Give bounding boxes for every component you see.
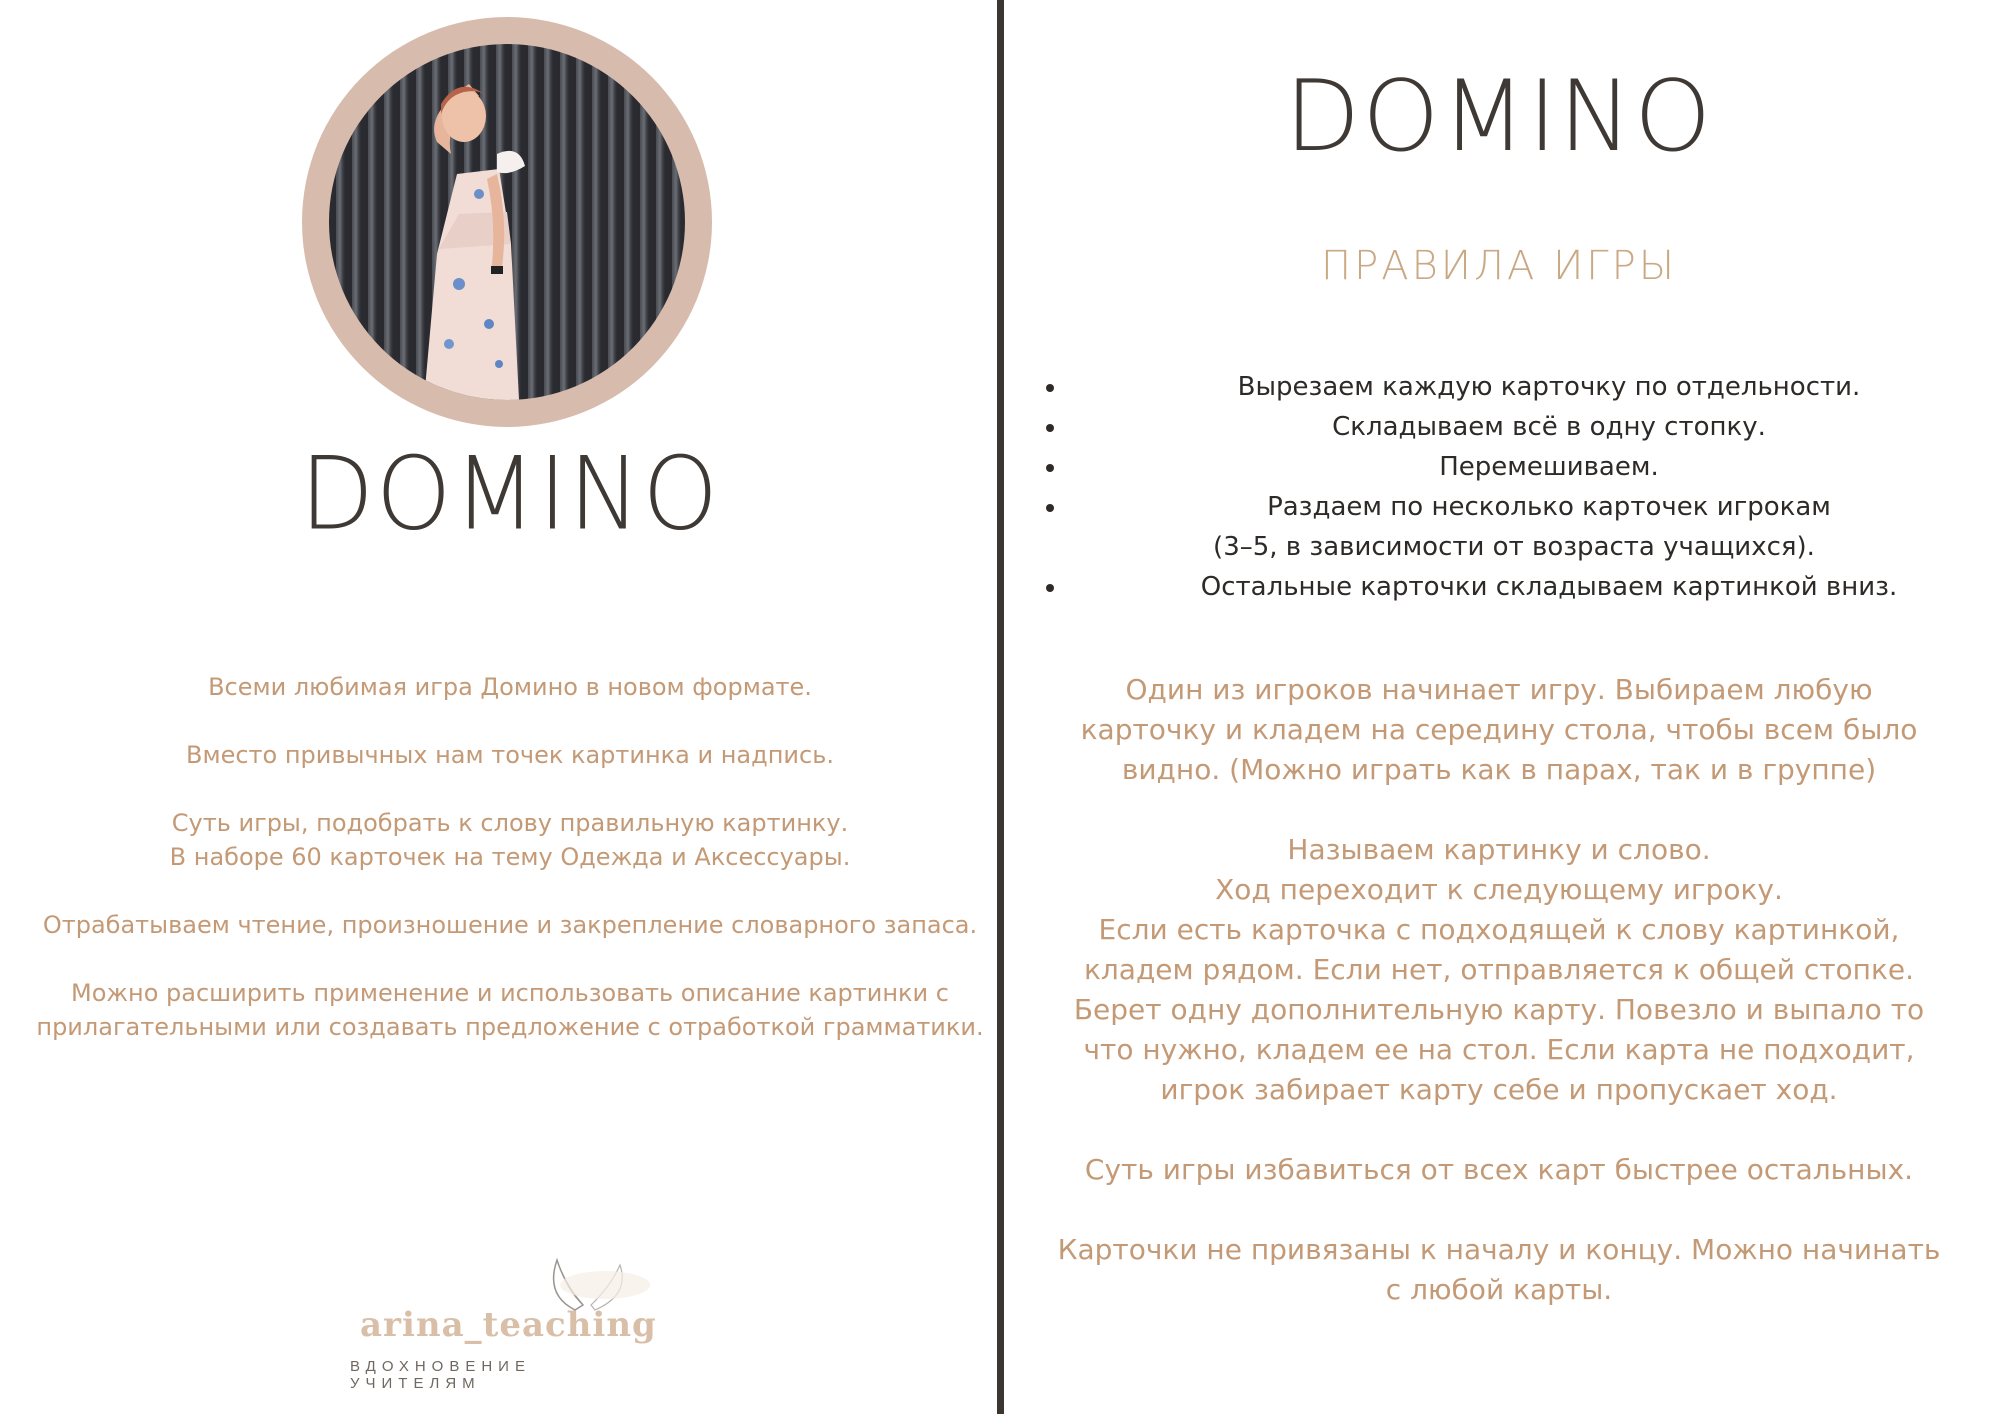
left-panel xyxy=(0,0,997,1414)
game-instructions xyxy=(1024,670,1974,1350)
left-description xyxy=(20,670,1000,1078)
left-title: DOMINO xyxy=(300,435,720,553)
rule-text: Вырезаем каждую карточку по отдельности. xyxy=(1237,372,1861,402)
instruction-line: что нужно, кладем ее на стол. Если карта не подходит, xyxy=(1083,1033,1915,1066)
instruction-paragraph xyxy=(1024,830,1974,1110)
instruction-line: Ход переходит к следующему игроку. xyxy=(1215,873,1783,906)
rules-list xyxy=(1044,367,1984,607)
description-paragraph xyxy=(20,806,1000,874)
rule-item xyxy=(1044,367,1984,407)
instruction-line: Если есть карточка с подходящей к слову картинкой, xyxy=(1098,913,1900,946)
right-title: DOMINO xyxy=(1284,60,1714,174)
rule-text-continued: (3–5, в зависимости от возраста учащихся). xyxy=(1213,532,1815,562)
instruction-line: Карточки не привязаны к началу и концу. Можно начинать xyxy=(1057,1233,1941,1266)
rule-text: Перемешиваем. xyxy=(1439,452,1659,482)
vertical-divider xyxy=(997,0,1004,1414)
instruction-line: карточку и кладем на середину стола, чтобы всем было xyxy=(1080,713,1918,746)
instruction-line: кладем рядом. Если нет, отправляется к общей стопке. xyxy=(1083,953,1915,986)
rule-item xyxy=(1044,447,1984,487)
description-line: Вместо привычных нам точек картинка и надпись. xyxy=(186,741,834,769)
description-line: Суть игры, подобрать к слову правильную картинку. xyxy=(171,809,849,837)
instruction-paragraph xyxy=(1024,1150,1974,1190)
description-line: Всеми любимая игра Домино в новом формате. xyxy=(208,673,812,701)
instruction-line: с любой карты. xyxy=(1385,1273,1613,1306)
description-line: прилагательными или создавать предложение с отработкой грамматики. xyxy=(36,1013,984,1041)
rule-item xyxy=(1044,487,1984,567)
rule-text: Складываем всё в одну стопку. xyxy=(1332,412,1766,442)
instruction-line: Суть игры избавиться от всех карт быстрее остальных. xyxy=(1084,1153,1914,1186)
author-photo xyxy=(329,44,685,400)
instruction-line: видно. (Можно играть как в парах, так и в группе) xyxy=(1121,753,1877,786)
rule-text: Раздаем по несколько карточек игрокам xyxy=(1267,492,1831,522)
rule-item xyxy=(1044,407,1984,447)
right-panel xyxy=(1004,0,2000,1414)
description-line: В наборе 60 карточек на тему Одежда и Аксессуары. xyxy=(169,843,851,871)
description-line: Можно расширить применение и использовать описание картинки с xyxy=(71,979,949,1007)
brand-name: arina_teaching xyxy=(360,1305,657,1345)
instruction-paragraph xyxy=(1024,670,1974,790)
instruction-line: Называем картинку и слово. xyxy=(1287,833,1711,866)
author-photo-illustration xyxy=(329,44,685,400)
instruction-line: Берет одну дополнительную карту. Повезло и выпало то xyxy=(1073,993,1925,1026)
rules-heading: ПРАВИЛА ИГРЫ xyxy=(1321,243,1677,289)
description-paragraph xyxy=(20,670,1000,704)
rule-item xyxy=(1044,567,1984,607)
description-paragraph xyxy=(20,908,1000,942)
description-paragraph xyxy=(20,976,1000,1044)
instruction-paragraph xyxy=(1024,1230,1974,1310)
brand-logo xyxy=(300,1255,720,1395)
instruction-line: Один из игроков начинает игру. Выбираем любую xyxy=(1125,673,1873,706)
rule-text: Остальные карточки складываем картинкой вниз. xyxy=(1200,572,1898,602)
description-paragraph xyxy=(20,738,1000,772)
instruction-line: игрок забирает карту себе и пропускает ход. xyxy=(1160,1073,1838,1106)
description-line: Отрабатываем чтение, произношение и закрепление словарного запаса. xyxy=(42,911,978,939)
brand-tagline: ВДОХНОВЕНИЕ УЧИТЕЛЯМ xyxy=(350,1358,531,1392)
